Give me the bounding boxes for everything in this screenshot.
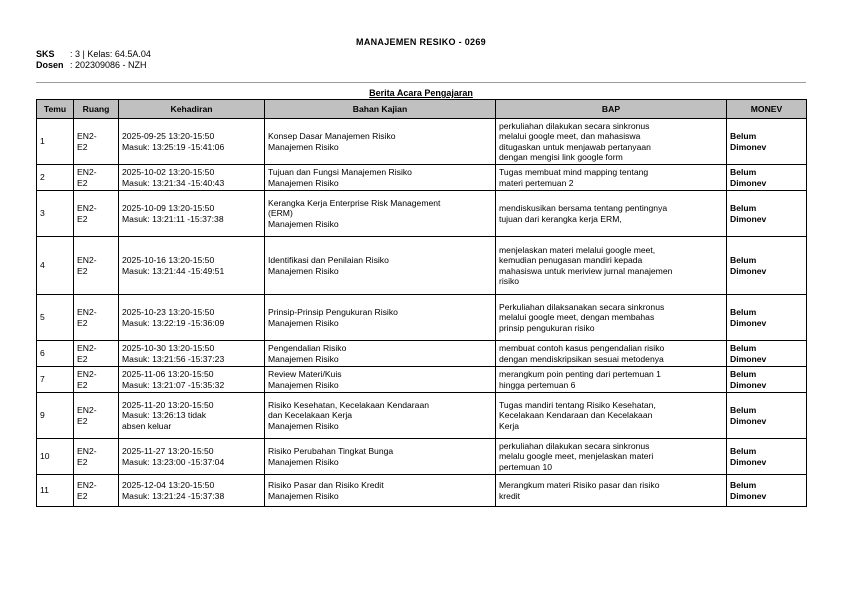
cell-bap-line: dengan mengisi link google form [499,152,623,162]
cell-kehadiran [119,439,265,475]
cell-monev [727,393,807,439]
cell-ruang [74,341,119,367]
cell-temu: 10 [37,439,74,475]
header-monev: MONEV [727,100,807,119]
course-title: MANAJEMEN RESIKO - 0269 [356,37,486,47]
cell-kehadiran-line: Masuk: 13:21:56 -15:37:23 [122,353,225,364]
cell-monev [727,341,807,367]
sks-label: SKS [36,49,55,59]
cell-bap-line: membuat contoh kasus pengendalian risiko [499,343,665,353]
cell-ruang-line: EN2- [77,446,97,456]
cell-ruang [74,295,119,341]
cell-bap-line: Perkuliahan dilaksanakan secara sinkronus [499,301,665,312]
cell-temu: 2 [37,165,74,191]
cell-bap-line: melalu google meet, menjelaskan materi [499,451,654,462]
cell-kehadiran [119,295,265,341]
cell-bahan-kajian-line: dan Kecelakaan Kerja [268,410,353,421]
dosen-label: Dosen [36,60,64,70]
cell-temu: 11 [37,475,74,507]
cell-kehadiran-line: 2025-11-20 13:20-15:50 [122,399,214,410]
cell-monev [727,367,807,393]
cell-kehadiran [119,475,265,507]
cell-ruang-line: E2 [77,177,88,188]
cell-bap-line: kemudian penugasan mandiri kepada [499,255,643,265]
cell-kehadiran-line: 2025-10-23 13:20-15:50 [122,307,215,317]
cell-kehadiran-line: 2025-10-16 13:20-15:50 [122,255,215,265]
cell-monev [727,119,807,165]
table-header-row [37,100,807,119]
cell-kehadiran-line: 2025-11-27 13:20-15:50 [122,446,214,456]
cell-ruang [74,119,119,165]
cell-bap-line: perkuliahan dilakukan secara sinkronus [499,440,650,451]
cell-temu: 9 [37,393,74,439]
table-row [37,295,807,341]
cell-kehadiran [119,119,265,165]
cell-bap-line: pertemuan 10 [499,461,553,472]
cell-ruang-line: EN2- [77,203,97,213]
cell-bahan-kajian [265,393,496,439]
cell-ruang [74,237,119,295]
cell-bap [496,439,727,475]
cell-monev [727,191,807,237]
cell-bap [496,475,727,507]
cell-temu: 3 [37,191,74,237]
header-ruang: Ruang [74,100,119,119]
cell-ruang-line: E2 [77,490,88,501]
cell-ruang [74,393,119,439]
cell-bahan-kajian-line: Review Materi/Kuis [268,369,342,379]
cell-monev [727,295,807,341]
cell-bahan-kajian-line: Risiko Pasar dan Risiko Kredit [268,480,384,490]
table-row [37,191,807,237]
table-row [37,165,807,191]
cell-bahan-kajian [265,475,496,507]
cell-ruang-line: EN2- [77,405,97,415]
cell-bap [496,295,727,341]
cell-kehadiran [119,237,265,295]
cell-kehadiran-line: 2025-12-04 13:20-15:50 [122,480,215,490]
cell-kehadiran-line: 2025-11-06 13:20-15:50 [122,369,214,379]
cell-ruang-line: E2 [77,317,88,328]
cell-bahan-kajian-line: Pengendalian Risiko [268,343,347,353]
table-row [37,237,807,295]
cell-bahan-kajian-line: (ERM) [268,208,293,219]
cell-bahan-kajian [265,341,496,367]
cell-bap-line: melalui google meet, dan mahasiswa [499,131,641,141]
cell-temu: 1 [37,119,74,165]
cell-temu: 4 [37,237,74,295]
cell-bahan-kajian [265,439,496,475]
cell-bap-line: risiko [499,276,520,286]
cell-bahan-kajian-line: Manajemen Risiko [268,317,339,328]
cell-bap [496,393,727,439]
cell-kehadiran-line: absen keluar [122,420,172,431]
cell-bahan-kajian-line: Konsep Dasar Manajemen Risiko [268,131,396,141]
cell-bap [496,341,727,367]
header-temu: Temu [37,100,74,119]
cell-ruang-line: E2 [77,379,88,390]
cell-monev [727,165,807,191]
cell-bahan-kajian-line: Prinsip-Prinsip Pengukuran Risiko [268,307,398,317]
cell-bahan-kajian [265,165,496,191]
cell-bahan-kajian-line: Risiko Perubahan Tingkat Bunga [268,446,394,456]
cell-monev-line: Dimonev [730,415,767,426]
cell-bahan-kajian-line: Manajemen Risiko [268,177,339,188]
cell-bahan-kajian-line: Manajemen Risiko [268,490,339,501]
cell-ruang-line: EN2- [77,307,97,317]
cell-bahan-kajian-line: Manajemen Risiko [268,353,339,364]
cell-kehadiran-line: Masuk: 13:21:34 -15:40:43 [122,177,225,188]
cell-ruang-line: EN2- [77,167,97,177]
cell-kehadiran-line: 2025-10-30 13:20-15:50 [122,343,215,353]
cell-temu: 7 [37,367,74,393]
cell-bap-line: materi pertemuan 2 [499,177,574,188]
cell-kehadiran-line: 2025-10-09 13:20-15:50 [122,203,215,213]
cell-kehadiran [119,341,265,367]
cell-bap-line: perkuliahan dilakukan secara sinkronus [499,120,650,131]
cell-bahan-kajian [265,119,496,165]
cell-kehadiran-line: Masuk: 13:21:24 -15:37:38 [122,490,225,501]
cell-bahan-kajian-line: Kerangka Kerja Enterprise Risk Management [268,197,441,208]
cell-bahan-kajian-line: Risiko Kesehatan, Kecelakaan Kendaraan [268,399,430,410]
cell-bap-line: kredit [499,490,521,501]
table-row [37,475,807,507]
cell-ruang-line: EN2- [77,255,97,265]
dosen-value: : 202309086 - NZH [70,60,147,70]
sks-line [36,49,151,60]
cell-bahan-kajian-line: Manajemen Risiko [268,141,339,152]
cell-bap-line: dengan mendiskripsikan sesuai metodenya [499,353,664,364]
cell-kehadiran [119,367,265,393]
cell-bap-line: ditugaskan untuk menjawab pertanyaan [499,141,651,152]
cell-monev-line: Dimonev [730,177,767,188]
cell-bap-line: Tugas membuat mind mapping tentang [499,167,649,177]
cell-bahan-kajian-line: Manajemen Risiko [268,218,339,229]
cell-monev-line: Dimonev [730,317,767,328]
cell-kehadiran [119,393,265,439]
cell-ruang [74,475,119,507]
cell-bap [496,237,727,295]
cell-ruang-line: E2 [77,415,88,426]
cell-ruang-line: E2 [77,456,88,467]
table-row [37,341,807,367]
cell-monev-line: Dimonev [730,265,767,276]
header-divider [36,82,806,83]
cell-ruang [74,191,119,237]
cell-monev-line: Belum [730,343,757,353]
cell-kehadiran-line: Masuk: 13:26:13 tidak [122,410,207,421]
cell-bap [496,119,727,165]
cell-temu: 5 [37,295,74,341]
cell-bap-line: menjelaskan materi melalui google meet, [499,244,656,255]
cell-bahan-kajian-line: Identifikasi dan Penilaian Risiko [268,255,389,265]
cell-bap [496,165,727,191]
cell-bap-line: mahasiswa untuk meriview jurnal manajemen [499,265,673,276]
cell-monev-line: Dimonev [730,379,767,390]
table-row [37,119,807,165]
cell-kehadiran-line: Masuk: 13:21:07 -15:35:32 [122,379,225,390]
cell-bap-line: Kerja [499,420,520,431]
cell-ruang-line: EN2- [77,131,97,141]
cell-bap-line: Kecelakaan Kendaraan dan Kecelakaan [499,410,653,421]
table-body [37,119,807,507]
cell-bahan-kajian-line: Manajemen Risiko [268,379,339,390]
cell-kehadiran [119,165,265,191]
cell-bap-line: Merangkum materi Risiko pasar dan risiko [499,480,660,490]
header-kehadiran: Kehadiran [119,100,265,119]
cell-kehadiran-line: 2025-09-25 13:20-15:50 [122,131,215,141]
cell-monev-line: Dimonev [730,456,767,467]
table-row [37,439,807,475]
cell-bap [496,191,727,237]
header-bahan-kajian: Bahan Kajian [265,100,496,119]
cell-kehadiran-line: Masuk: 13:25:19 -15:41:06 [122,141,225,152]
cell-ruang-line: EN2- [77,369,97,379]
table-row [37,393,807,439]
cell-bahan-kajian-line: Manajemen Risiko [268,456,339,467]
cell-monev-line: Belum [730,203,757,213]
cell-bap-line: tujuan dari kerangka kerja ERM, [499,213,622,224]
cell-bahan-kajian-line: Manajemen Risiko [268,265,339,276]
cell-monev [727,439,807,475]
cell-monev-line: Belum [730,405,757,415]
cell-bahan-kajian [265,237,496,295]
cell-bap-line: merangkum poin penting dari pertemuan 1 [499,369,661,379]
cell-ruang [74,165,119,191]
bap-table [36,99,807,507]
cell-ruang [74,439,119,475]
cell-monev-line: Belum [730,369,757,379]
table-row [37,367,807,393]
cell-bahan-kajian [265,367,496,393]
cell-kehadiran-line: 2025-10-02 13:20-15:50 [122,167,215,177]
cell-ruang-line: EN2- [77,480,97,490]
cell-monev [727,475,807,507]
dosen-line [36,60,147,71]
cell-kehadiran-line: Masuk: 13:21:44 -15:49:51 [122,265,225,276]
cell-ruang-line: E2 [77,141,88,152]
cell-ruang-line: EN2- [77,343,97,353]
cell-monev-line: Dimonev [730,141,767,152]
cell-kehadiran-line: Masuk: 13:23:00 -15:37:04 [122,456,225,467]
cell-bahan-kajian [265,191,496,237]
cell-bap-line: Tugas mandiri tentang Risiko Kesehatan, [499,399,656,410]
cell-bahan-kajian [265,295,496,341]
cell-monev-line: Belum [730,446,757,456]
cell-kehadiran-line: Masuk: 13:22:19 -15:36:09 [122,317,225,328]
cell-monev-line: Belum [730,307,757,317]
cell-monev [727,237,807,295]
cell-monev-line: Belum [730,480,757,490]
cell-bap-line: melalui google meet, dengan membahas [499,312,655,323]
cell-monev-line: Belum [730,167,757,177]
cell-bahan-kajian-line: Manajemen Risiko [268,420,339,431]
cell-ruang-line: E2 [77,265,88,276]
cell-monev-line: Belum [730,131,757,141]
cell-bap-line: hingga pertemuan 6 [499,379,576,390]
table-title: Berita Acara Pengajaran [369,88,473,98]
cell-bap-line: mendiskusikan bersama tentang pentingnya [499,203,668,213]
cell-kehadiran-line: Masuk: 13:21:11 -15:37:38 [122,213,224,224]
cell-bahan-kajian-line: Tujuan dan Fungsi Manajemen Risiko [268,167,412,177]
cell-ruang [74,367,119,393]
header-bap: BAP [496,100,727,119]
cell-kehadiran [119,191,265,237]
cell-bap-line: prinsip pengukuran risiko [499,322,595,333]
cell-ruang-line: E2 [77,353,88,364]
cell-temu: 6 [37,341,74,367]
cell-monev-line: Dimonev [730,213,767,224]
cell-monev-line: Dimonev [730,490,767,501]
cell-monev-line: Dimonev [730,353,767,364]
cell-ruang-line: E2 [77,213,88,224]
cell-monev-line: Belum [730,255,757,265]
sks-value: : 3 | Kelas: 64.5A.04 [70,49,151,59]
cell-bap [496,367,727,393]
